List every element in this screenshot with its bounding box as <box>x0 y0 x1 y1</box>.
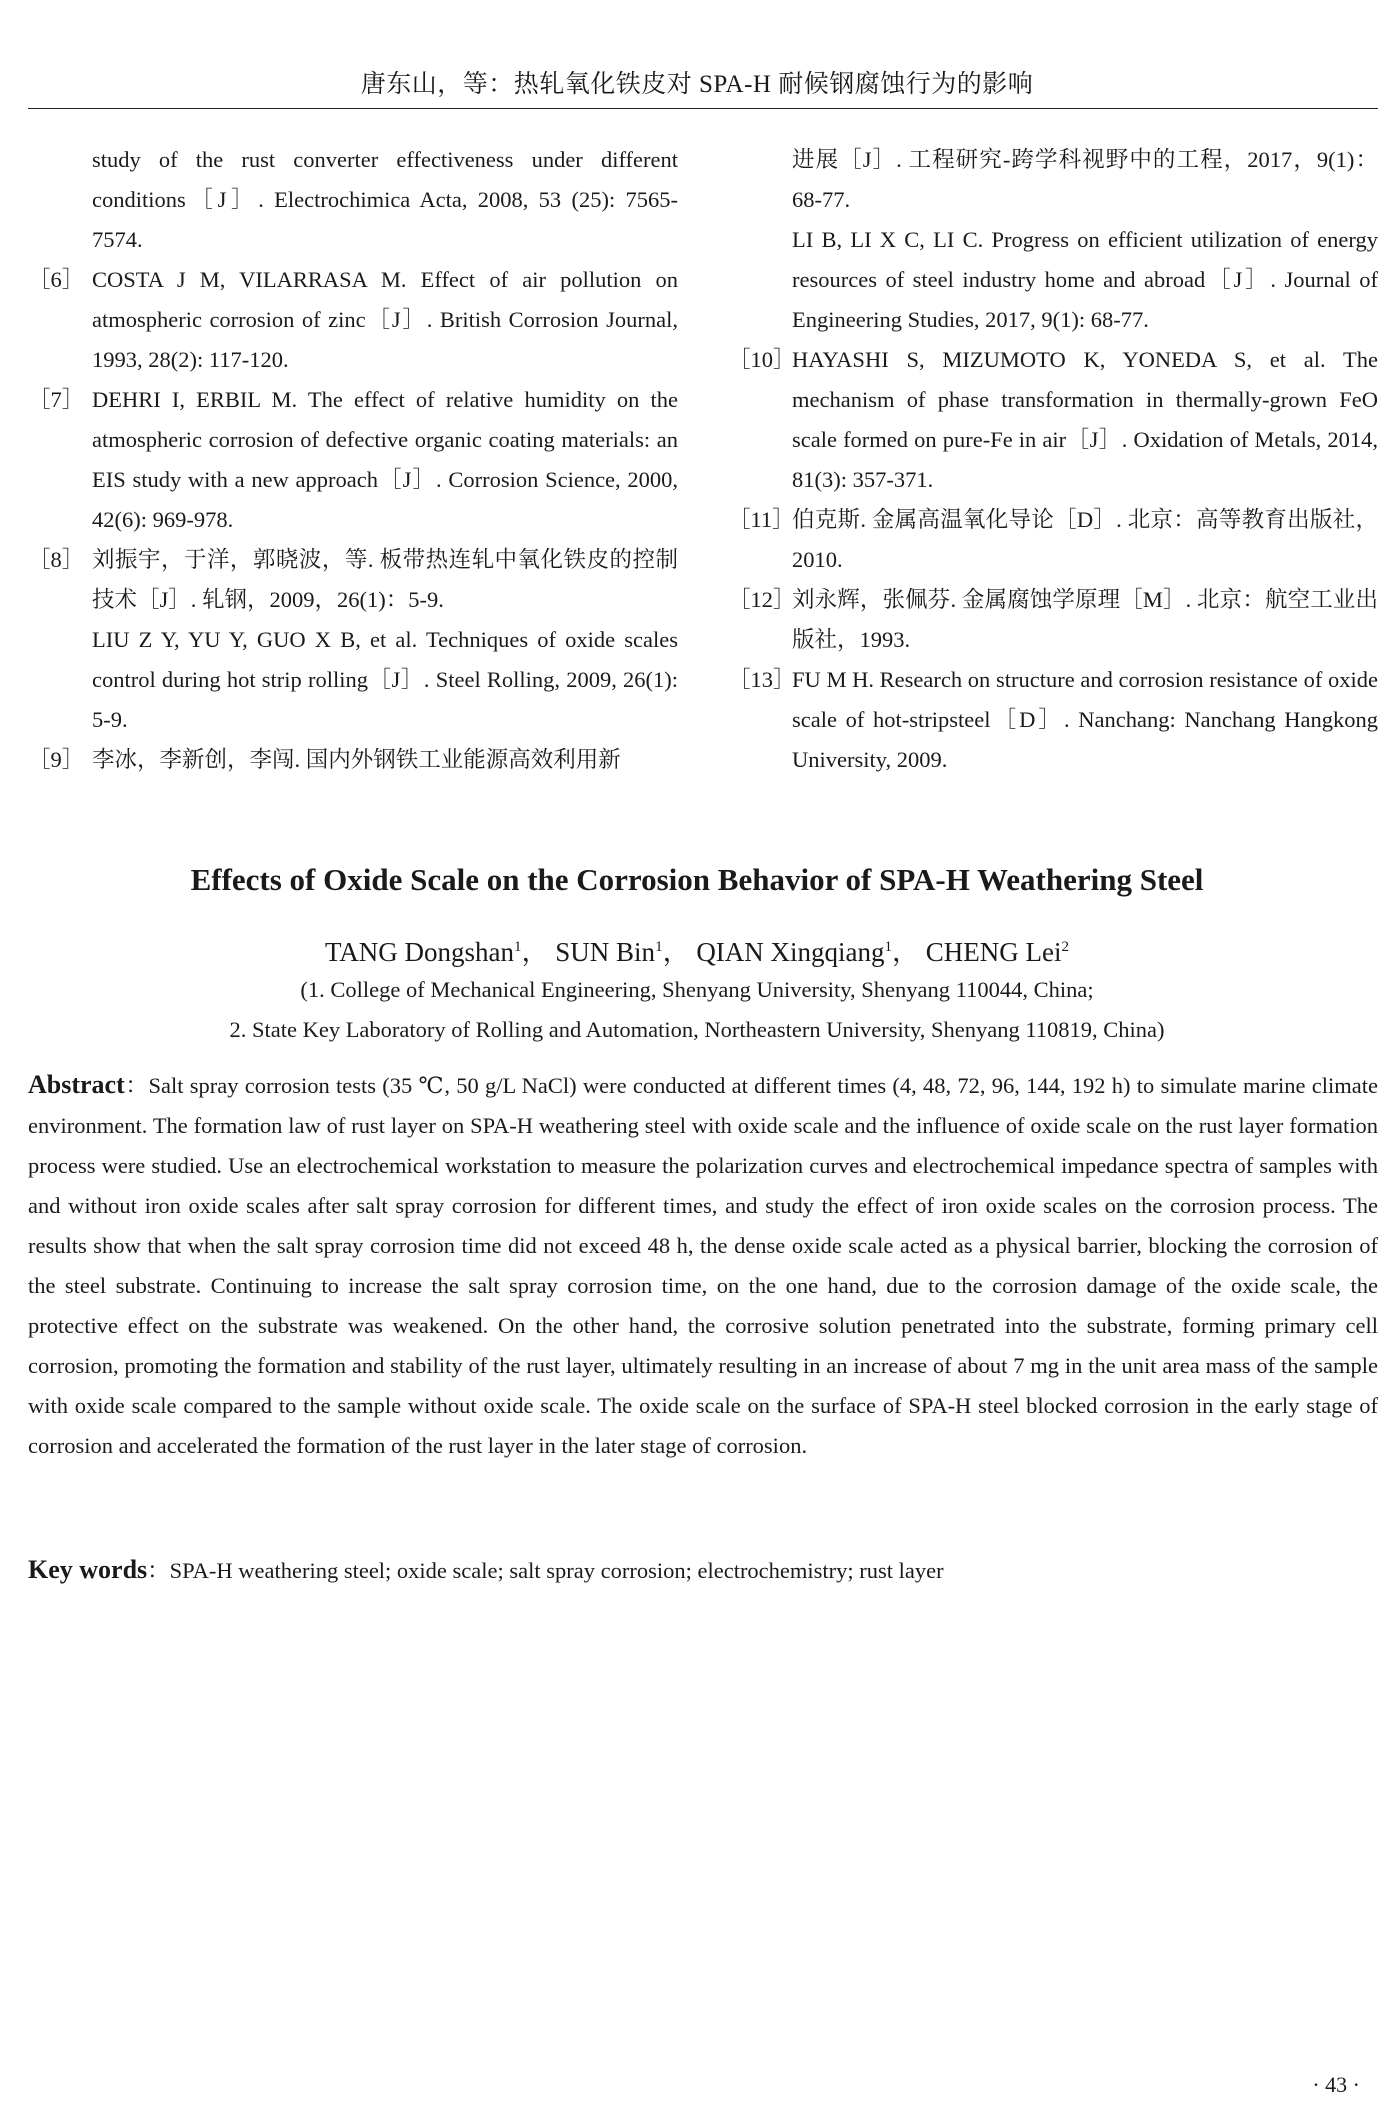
reference-entry <box>28 740 678 780</box>
reference-text: study of the rust converter effectiveness under different conditions［J］. Electrochimica Acta, 2008, 53 (25): 7565-7574. <box>92 147 678 252</box>
reference-number: ［13］ <box>728 667 796 692</box>
reference-entry <box>728 340 1378 500</box>
reference-text: FU M H. Research on structure and corrosion resistance of oxide scale of hot-stripsteel［D］. Nanchang: Nanchang Hangkong University, 2009. <box>792 667 1378 772</box>
reference-text: 伯克斯. 金属高温氧化导论［D］. 北京：高等教育出版社，2010. <box>792 507 1378 572</box>
reference-entry <box>728 500 1378 580</box>
reference-number: ［8］ <box>28 547 85 572</box>
keywords-label: Key words <box>28 1555 148 1584</box>
author-affiliation-mark: 2 <box>1061 939 1070 955</box>
reference-entry <box>28 260 678 380</box>
affiliation-1: (1. College of Mechanical Engineering, Shenyang University, Shenyang 110044, China; <box>300 977 1094 1002</box>
references-right-column <box>728 140 1378 780</box>
reference-number: ［10］ <box>728 347 796 372</box>
author-separator: ， <box>521 937 549 967</box>
author-separator: ， <box>892 937 920 967</box>
author-name: TANG Dongshan <box>324 937 515 967</box>
reference-number: ［11］ <box>728 507 795 532</box>
author-affiliation-mark: 1 <box>514 939 522 955</box>
abstract-label: Abstract <box>28 1070 125 1099</box>
reference-text: 刘振宇，于洋，郭晓波，等. 板带热连轧中氧化铁皮的控制技术［J］. 轧钢，2009，26(1)：5-9. <box>92 547 678 612</box>
affiliation-2: 2. State Key Laboratory of Rolling and Automation, Northeastern University, Shenyang 110819, China) <box>229 1017 1165 1042</box>
keywords <box>28 1550 1378 1591</box>
author-name: CHENG Lei <box>925 937 1062 967</box>
author-separator: ， <box>662 937 690 967</box>
reference-entry <box>28 620 678 740</box>
reference-number: ［12］ <box>728 587 796 612</box>
reference-text: 刘永辉，张佩芬. 金属腐蚀学原理［M］. 北京：航空工业出版社，1993. <box>792 587 1378 652</box>
author-affiliation-mark: 1 <box>655 939 663 955</box>
reference-text: 进展［J］. 工程研究-跨学科视野中的工程，2017，9(1)：68-77. <box>792 147 1378 212</box>
reference-text: COSTA J M, VILARRASA M. Effect of air pollution on atmospheric corrosion of zinc［J］. British Corrosion Journal, 1993, 28(2): 117-120. <box>92 267 678 372</box>
reference-entry <box>728 220 1378 340</box>
reference-entry <box>728 140 1378 220</box>
keywords-text: ：SPA-H weathering steel; oxide scale; salt spray corrosion; electrochemistry; rust layer <box>147 1558 944 1583</box>
reference-entry <box>728 580 1378 660</box>
author-list <box>0 930 1394 969</box>
reference-text: HAYASHI S, MIZUMOTO K, YONEDA S, et al. The mechanism of phase transformation in thermally-grown FeO scale formed on pure-Fe in air［J］. Oxidation of Metals, 2014, 81(3): 357-371. <box>792 347 1378 492</box>
author-name: SUN Bin <box>555 937 656 967</box>
author-name: QIAN Xingqiang <box>696 937 885 967</box>
reference-number: ［9］ <box>28 747 85 772</box>
references-left-column <box>28 140 678 780</box>
reference-entry <box>28 540 678 620</box>
reference-entry <box>28 140 678 260</box>
article-title: Effects of Oxide Scale on the Corrosion Behavior of SPA-H Weathering Steel <box>190 862 1204 897</box>
reference-text: LIU Z Y, YU Y, GUO X B, et al. Techniques of oxide scales control during hot strip rolling［J］. Steel Rolling, 2009, 26(1): 5-9. <box>92 627 678 732</box>
header-rule <box>28 108 1378 109</box>
reference-entry <box>728 660 1378 780</box>
author-affiliation-mark: 1 <box>884 939 893 955</box>
reference-text: 李冰，李新创，李闯. 国内外钢铁工业能源高效利用新 <box>92 747 621 772</box>
reference-number: ［6］ <box>28 267 85 292</box>
abstract-text: ：Salt spray corrosion tests (35 ℃, 50 g/L NaCl) were conducted at different times (4, 48, 72, 96, 144, 192 h) to simulate marine climate environment. The formation law of rust layer on SPA-H weathering steel with oxide scale and the influence of oxide scale on the rust layer formation process were studied. Use an electrochemical workstation to measure the polarization curves and electrochemical impedance spectra of samples with and without iron oxide scales after salt spray corrosion for different times, and study the effect of iron oxide scales on the corrosion process. The results show that when the salt spray corrosion time did not exceed 48 h, the dense oxide scale acted as a physical barrier, blocking the corrosion of the steel substrate. Continuing to increase the salt spray corrosion time, on the one hand, due to the corrosion damage of the oxide scale, the protective effect on the substrate was weakened. On the other hand, the corrosive solution penetrated into the substrate, forming primary cell corrosion, promoting the formation and stability of the rust layer, ultimately resulting in an increase of about 7 mg in the unit area mass of the sample with oxide scale compared to the sample without oxide scale. The oxide scale on the surface of SPA-H steel blocked corrosion in the early stage of corrosion and accelerated the formation of the rust layer in the later stage of corrosion. <box>28 1073 1378 1458</box>
reference-entry <box>28 380 678 540</box>
reference-number: ［7］ <box>28 387 85 412</box>
page-number: · 43 · <box>1312 2072 1360 2097</box>
abstract <box>28 1065 1378 1466</box>
reference-text: LI B, LI X C, LI C. Progress on efficient utilization of energy resources of steel industry home and abroad［J］. Journal of Engineering Studies, 2017, 9(1): 68-77. <box>792 227 1378 332</box>
reference-text: DEHRI I, ERBIL M. The effect of relative humidity on the atmospheric corrosion of defective organic coating materials: an EIS study with a new approach［J］. Corrosion Science, 2000, 42(6): 969-978. <box>92 387 678 532</box>
running-header: 唐东山，等：热轧氧化铁皮对 SPA-H 耐候钢腐蚀行为的影响 <box>360 71 1034 98</box>
